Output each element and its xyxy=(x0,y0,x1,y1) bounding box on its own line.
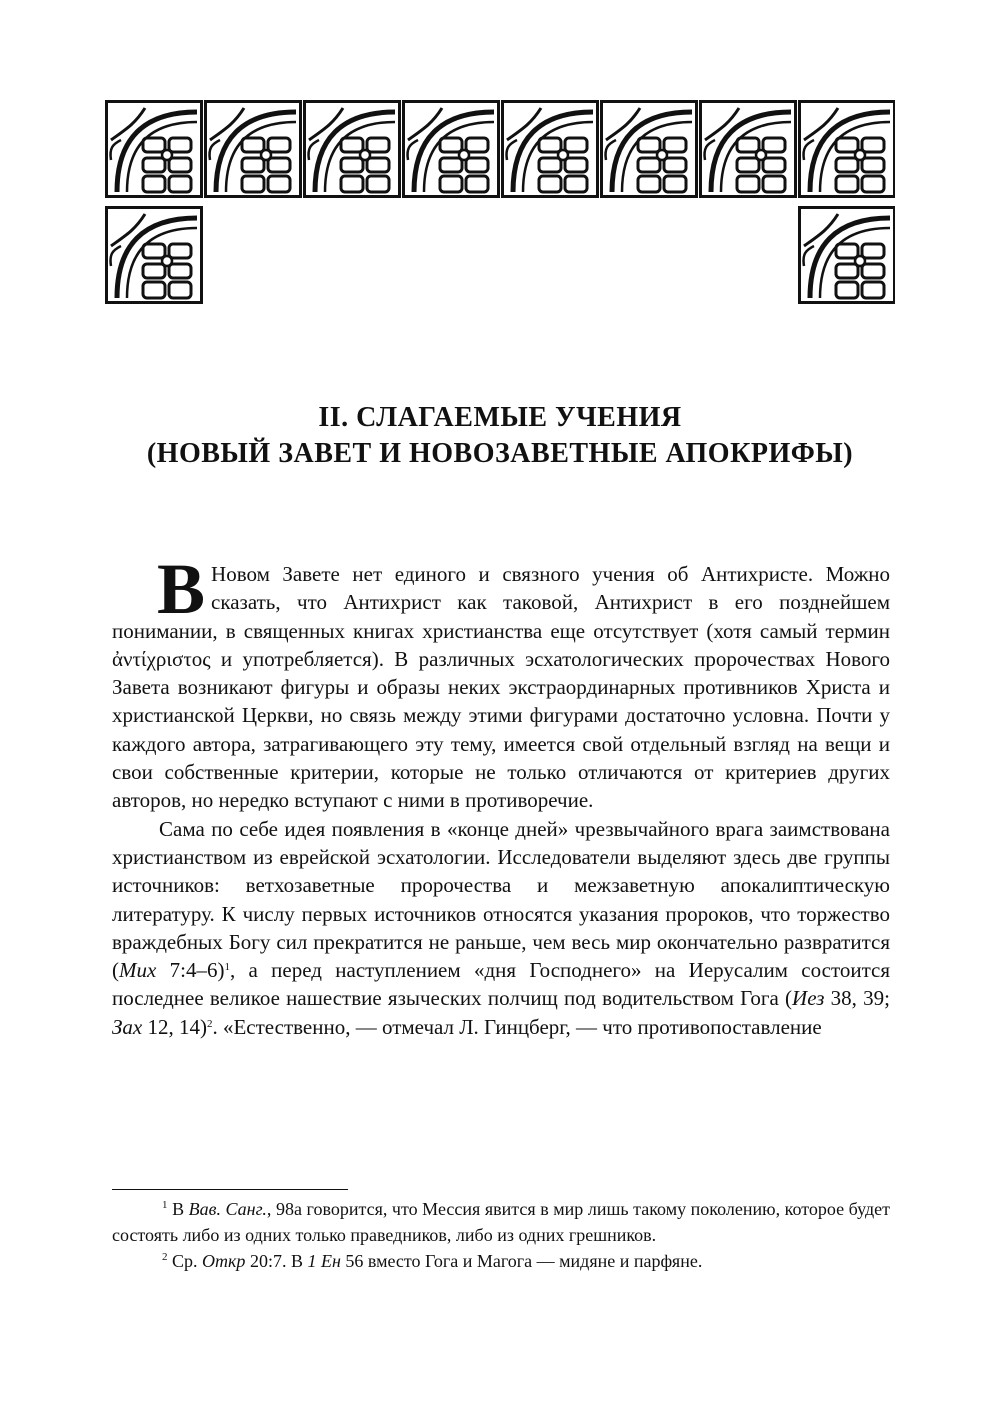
footnote-2-mid: 20:7. В xyxy=(245,1251,308,1271)
footnote-2-source-2: 1 Ен xyxy=(307,1251,341,1271)
footnote-2-pre: Ср. xyxy=(167,1251,203,1271)
chapter-title-line-2: (НОВЫЙ ЗАВЕТ И НОВОЗАВЕТНЫЕ АПОКРИФЫ) xyxy=(146,438,854,469)
chapter-heading xyxy=(100,400,900,472)
footnote-separator xyxy=(112,1189,348,1190)
chapter-title-line-1: II. СЛАГАЕМЫЕ УЧЕНИЯ xyxy=(318,402,682,433)
art-nouveau-floral-border-icon xyxy=(105,100,895,305)
reference-iez: Иез xyxy=(792,986,825,1011)
footnotes xyxy=(112,1196,890,1274)
paragraph-1 xyxy=(112,549,890,815)
paragraph-2-text-b: , а перед наступлением «дня Господнего» на Иерусалим состоится последнее великое нашествие языческих полчищ под водительством Гога ( xyxy=(112,958,890,1011)
reference-iez-loc: 38, 39; xyxy=(824,986,890,1011)
paragraph-2-text-c: . «Естественно, — отмечал Л. Гинцберг, — что противопоставление xyxy=(212,1014,822,1039)
reference-mic-loc: 7:4–6) xyxy=(156,958,225,983)
footnote-1 xyxy=(112,1196,890,1248)
footnote-mark-2: 2 xyxy=(206,1017,213,1030)
reference-zach-loc: 12, 14) xyxy=(142,1014,207,1039)
footnote-mark-1: 1 xyxy=(224,961,230,974)
main-text xyxy=(112,549,890,1041)
footnote-2-text: 56 вместо Гога и Магога — мидяне и парфяне. xyxy=(340,1251,703,1271)
footnote-2 xyxy=(112,1248,890,1274)
reference-zach: Зах xyxy=(112,1014,143,1039)
footnote-1-mark: 1 xyxy=(162,1199,168,1211)
paragraph-2-text-a: Сама по себе идея появления в «конце дней» чрезвычайного врага заимствована христианством из еврейской эсхатологии. Исследователи выделяют здесь две группы источников: ветхозаветные пророчества и межзаветную апокалиптическую литературу. К числу первых источников относятся указания пророков, что торжество враждебных Богу сил прекратится не раньше, чем весь мир окончательно развратится ( xyxy=(112,816,890,983)
paragraph-2 xyxy=(112,815,890,1041)
footnote-1-source: Вав. Санг. xyxy=(188,1199,267,1219)
drop-cap: В xyxy=(157,549,206,629)
footnote-1-pre: В xyxy=(167,1199,189,1219)
footnote-2-mark: 2 xyxy=(162,1251,168,1263)
footnote-2-source: Откр xyxy=(202,1251,246,1271)
footnote-1-text: , 98а говорится, что Мессия явится в мир лишь такому поколению, которое будет состоять либо из одних только праведников, либо из одних грешников. xyxy=(112,1199,891,1245)
paragraph-1-text: Новом Завете нет единого и связного учения об Антихристе. Можно сказать, что Антихрист как таковой, Антихрист в его позднейшем понимании, в священных книгах христианства еще отсутствует (хотя самый термин ἀντίχριστος и употребляется). В различных эсхатологических пророчествах Нового Завета возникают фигуры и образы неких экстраординарных противников Христа и христианской Церкви, но связь между этими фигурами достаточно условна. Почти у каждого автора, затрагивающего эту тему, имеется свой отдельный взгляд на вещи и свои собственные критерии, которые не только отличаются от критериев других авторов, но нередко вступают с ними в противоречие. xyxy=(112,562,890,813)
reference-mic: Мих xyxy=(119,958,157,983)
